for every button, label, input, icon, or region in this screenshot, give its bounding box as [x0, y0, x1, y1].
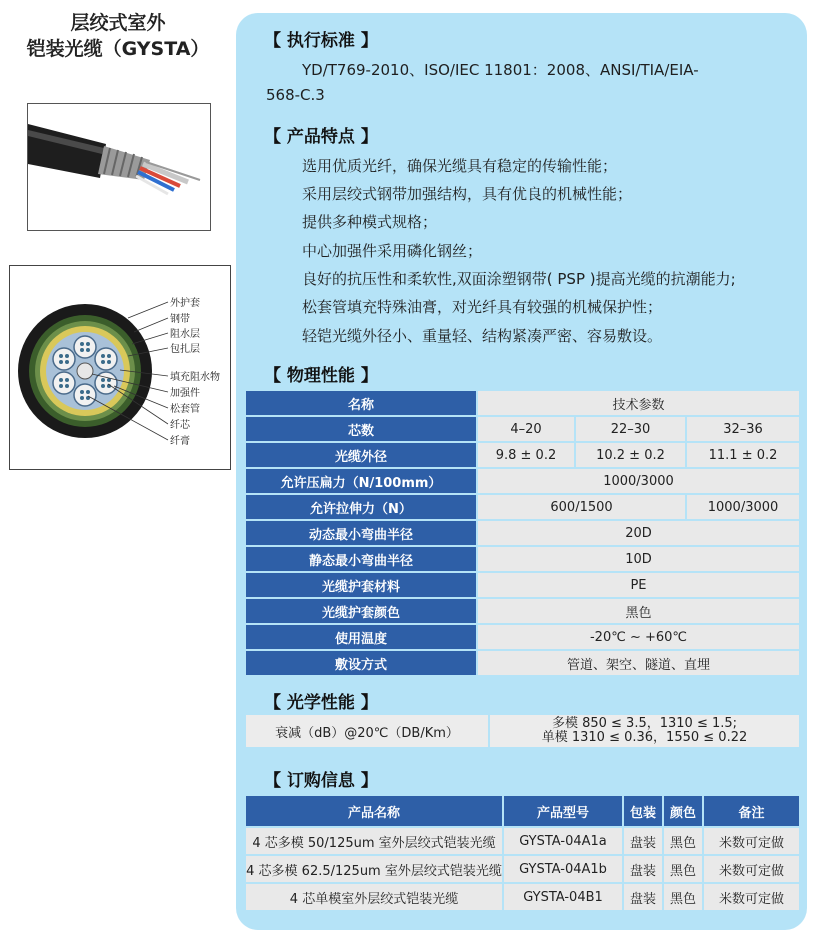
table-cell: 名称 [246, 391, 476, 415]
table-cell: 600/1500 [478, 495, 685, 519]
column-header: 产品型号 [504, 796, 622, 826]
table-row [246, 573, 799, 597]
table-cell: GYSTA-04B1 [504, 884, 622, 910]
product-title-line2: 铠装光缆（GYSTA） [26, 38, 210, 60]
physical-heading: 【 物理性能 】 [264, 366, 378, 386]
cross-section-diagram [9, 265, 231, 470]
table-cell: 10D [478, 547, 799, 571]
table-cell: 32–36 [687, 417, 799, 441]
table-row [246, 547, 799, 571]
table-cell: 4–20 [478, 417, 574, 441]
table-cell: 光缆护套材料 [246, 573, 476, 597]
table-cell [490, 715, 799, 747]
diagram-label: 加强件 [170, 388, 200, 399]
diagram-label: 松套管 [170, 404, 200, 415]
feature-item: 良好的抗压性和柔软性,双面涂塑钢带( PSP )提高光缆的抗潮能力; [302, 270, 736, 288]
order-table [244, 794, 801, 912]
table-cell: 22–30 [576, 417, 685, 441]
table-cell: 允许压扁力（N/100mm） [246, 469, 476, 493]
diagram-label: 阻水层 [170, 329, 200, 340]
table-cell: 芯数 [246, 417, 476, 441]
table-row [246, 828, 799, 854]
table-row [246, 651, 799, 675]
table-cell: 允许拉伸力（N） [246, 495, 476, 519]
table-cell: 4 芯多模 50/125um 室外层绞式铠装光缆 [246, 828, 502, 854]
diagram-label: 包扎层 [170, 344, 200, 355]
product-title-line1: 层绞式室外 [70, 12, 166, 34]
feature-item: 采用层绞式钢带加强结构，具有优良的机械性能； [302, 185, 633, 203]
table-cell: 黑色 [664, 884, 702, 910]
table-header-row [246, 796, 799, 826]
table-cell: 使用温度 [246, 625, 476, 649]
optical-line: 多模 850 ≤ 3.5，1310 ≤ 1.5; [551, 716, 738, 731]
diagram-label: 纤芯 [170, 420, 190, 431]
table-cell: 衰减（dB）@20℃（DB/Km） [246, 715, 488, 747]
table-cell: PE [478, 573, 799, 597]
table-cell: GYSTA-04A1a [504, 828, 622, 854]
table-row [246, 599, 799, 623]
physical-table [244, 389, 801, 677]
table-row [246, 391, 799, 415]
diagram-label: 填充阻水物 [170, 372, 220, 383]
table-cell: 动态最小弯曲半径 [246, 521, 476, 545]
optical-table [244, 713, 801, 749]
diagram-label: 外护套 [170, 298, 200, 309]
table-cell: 11.1 ± 0.2 [687, 443, 799, 467]
table-cell: GYSTA-04A1b [504, 856, 622, 882]
table-row [246, 856, 799, 882]
table-row [246, 417, 799, 441]
table-cell: 盘装 [624, 884, 662, 910]
table-row [246, 495, 799, 519]
table-cell: 敷设方式 [246, 651, 476, 675]
table-cell: 盘装 [624, 856, 662, 882]
cable-photo [27, 103, 211, 231]
table-cell: 管道、架空、隧道、直埋 [478, 651, 799, 675]
column-header: 备注 [704, 796, 799, 826]
feature-item: 选用优质光纤，确保光缆具有稳定的传输性能； [302, 157, 618, 175]
table-row [246, 443, 799, 467]
table-row [246, 715, 799, 747]
standard-line: 568-C.3 [266, 86, 325, 104]
table-cell: 静态最小弯曲半径 [246, 547, 476, 571]
standard-heading: 【 执行标准 】 [264, 31, 378, 51]
features-heading: 【 产品特点 】 [264, 127, 378, 147]
table-cell: 黑色 [664, 828, 702, 854]
table-cell: 米数可定做 [704, 856, 799, 882]
table-row [246, 521, 799, 545]
diagram-label: 钢带 [170, 314, 190, 325]
standard-line: YD/T769-2010、ISO/IEC 11801：2008、ANSI/TIA/EIA- [302, 61, 699, 79]
table-cell: 10.2 ± 0.2 [576, 443, 685, 467]
table-cell: 4 芯单模室外层绞式铠装光缆 [246, 884, 502, 910]
table-cell: 4 芯多模 62.5/125um 室外层绞式铠装光缆 [246, 856, 502, 882]
column-header: 产品名称 [246, 796, 502, 826]
table-cell: 米数可定做 [704, 828, 799, 854]
diagram-label: 纤膏 [170, 436, 190, 447]
feature-item: 轻铠光缆外径小、重量轻、结构紧凑严密、容易敷设。 [302, 327, 663, 345]
table-cell: 黑色 [478, 599, 799, 623]
feature-item: 松套管填充特殊油膏，对光纤具有较强的机械保护性； [302, 298, 663, 316]
column-header: 包装 [624, 796, 662, 826]
table-cell: 技术参数 [478, 391, 799, 415]
table-cell: 光缆外径 [246, 443, 476, 467]
table-cell: -20℃ ~ +60℃ [478, 625, 799, 649]
optical-line: 单模 1310 ≤ 0.36，1550 ≤ 0.22 [541, 730, 748, 745]
feature-item: 中心加强件采用磷化钢丝； [302, 242, 483, 260]
table-row [246, 884, 799, 910]
table-cell: 9.8 ± 0.2 [478, 443, 574, 467]
table-cell: 20D [478, 521, 799, 545]
table-cell: 光缆护套颜色 [246, 599, 476, 623]
table-cell: 黑色 [664, 856, 702, 882]
optical-heading: 【 光学性能 】 [264, 693, 378, 713]
table-cell: 米数可定做 [704, 884, 799, 910]
table-cell: 1000/3000 [478, 469, 799, 493]
table-row [246, 469, 799, 493]
column-header: 颜色 [664, 796, 702, 826]
table-cell: 1000/3000 [687, 495, 799, 519]
feature-item: 提供多种模式规格； [302, 213, 438, 231]
table-row [246, 625, 799, 649]
order-heading: 【 订购信息 】 [264, 771, 378, 791]
table-cell: 盘装 [624, 828, 662, 854]
